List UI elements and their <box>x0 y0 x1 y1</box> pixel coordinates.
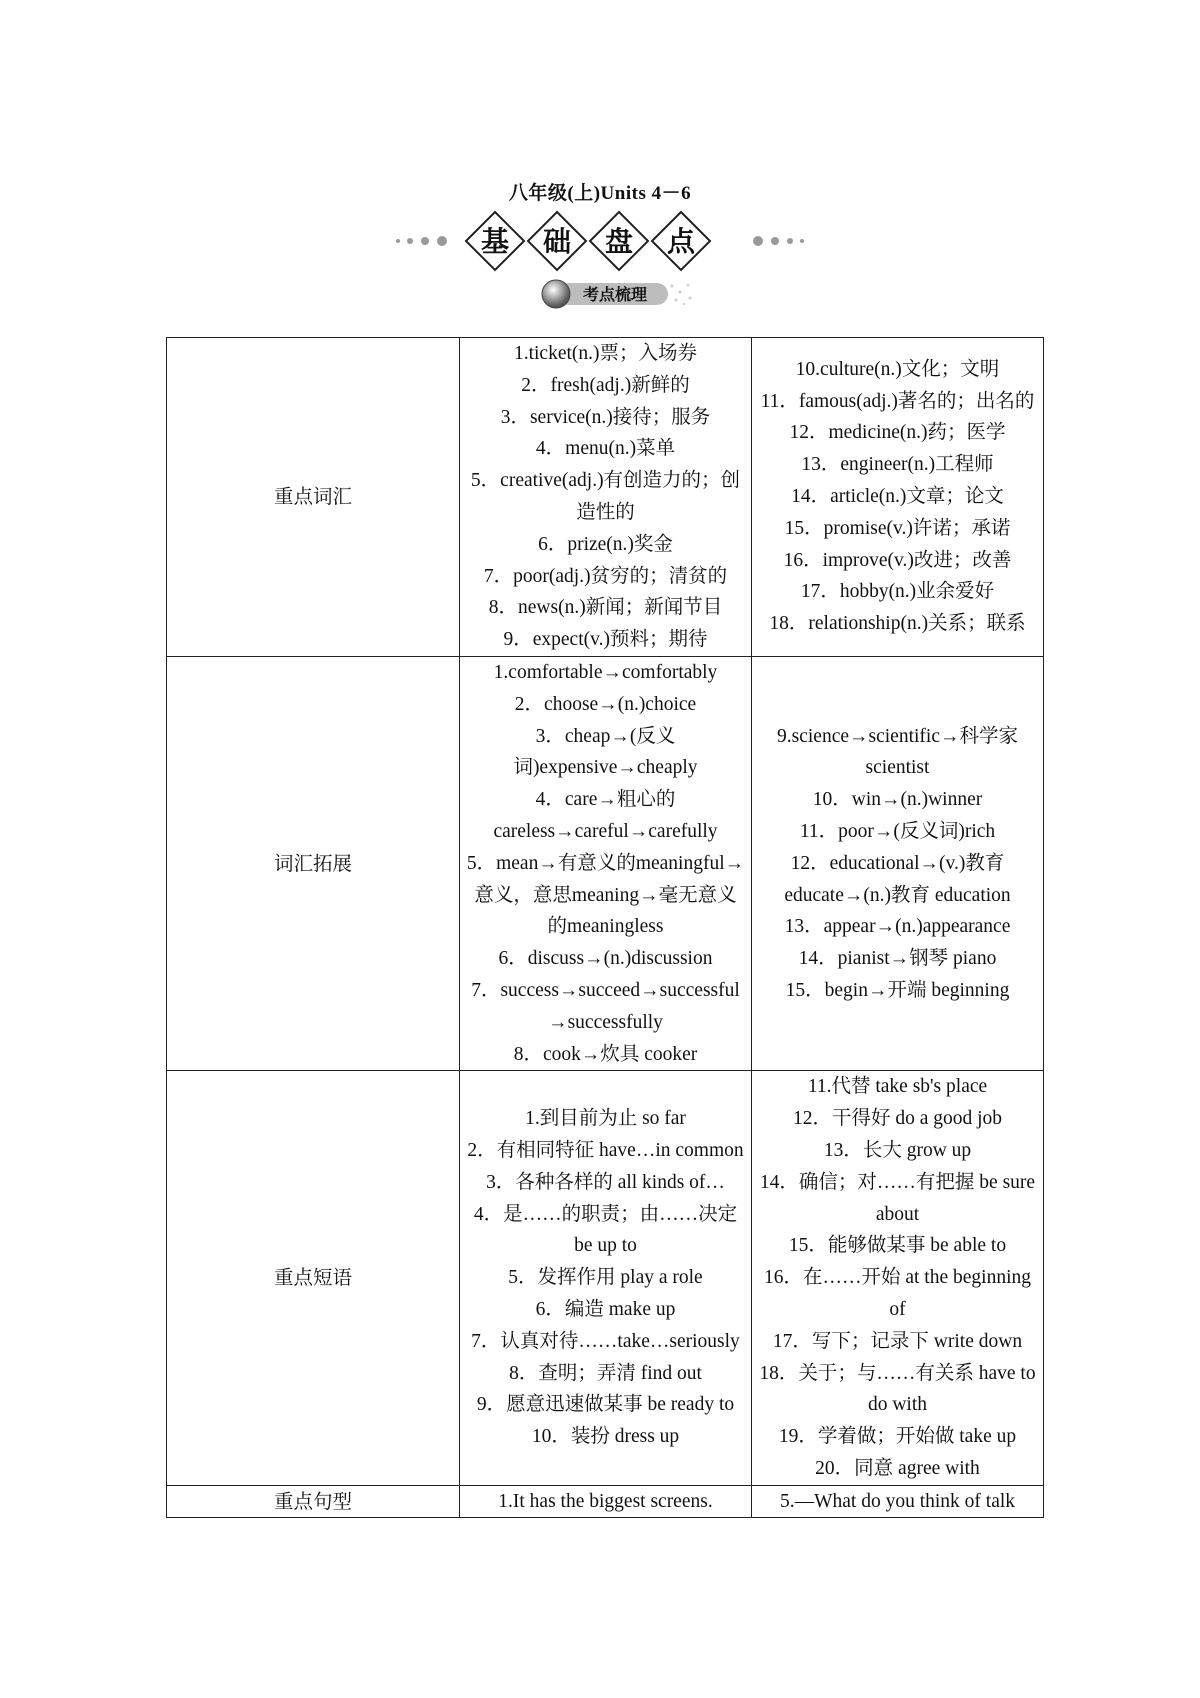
list-item: 11．famous(adj.)著名的；出名的 <box>760 390 1035 412</box>
list-item: 10.culture(n.)文化；文明 <box>795 358 1000 380</box>
list-item: 13．appear→(n.)appearance <box>784 916 1011 938</box>
section-banner <box>390 210 810 272</box>
list-item: 5．发挥作用 play a role <box>508 1267 703 1289</box>
list-item: 5．mean→有意义的meaningful→意义，意思meaning→毫无意义的meaningless <box>466 852 745 938</box>
table-row <box>167 1071 1044 1485</box>
list-item: 4．menu(n.)菜单 <box>535 438 676 460</box>
list-item: 8．查明；弄清 find out <box>509 1362 702 1384</box>
table-row <box>167 338 1044 657</box>
list-item: 7．poor(adj.)贫穷的；清贫的 <box>483 565 728 587</box>
row-label: 重点句型 <box>167 1485 460 1518</box>
cell-col2 <box>752 1071 1044 1485</box>
cell-col2 <box>752 338 1044 657</box>
cell-col1 <box>460 1071 752 1485</box>
list-item: 4．care→粗心的careless→careful→carefully <box>493 789 718 842</box>
page-header <box>0 178 1200 205</box>
list-item: 3．service(n.)接待；服务 <box>500 406 711 428</box>
list-item: 12．干得好 do a good job <box>792 1108 1003 1130</box>
list-item: 1.ticket(n.)票；入场券 <box>513 343 698 364</box>
list-item: 10．装扮 dress up <box>531 1426 680 1448</box>
list-item: 17．hobby(n.)业余爱好 <box>800 581 995 603</box>
table-row <box>167 656 1044 1070</box>
list-item: 7．success→succeed→successful→successfully <box>471 979 740 1033</box>
list-item: 15．begin→开端 beginning <box>785 979 1010 1001</box>
list-item: 2．fresh(adj.)新鲜的 <box>521 374 690 396</box>
list-item: 12．medicine(n.)药；医学 <box>789 422 1006 444</box>
list-item: 18．关于；与……有关系 have to do with <box>759 1362 1036 1416</box>
cell-col2 <box>752 1485 1044 1518</box>
section-tag <box>540 276 700 310</box>
list-item: 12．educational→(v.)教育educate→(n.)教育 education <box>784 852 1011 906</box>
list-item: 15．promise(v.)许诺；承诺 <box>784 517 1011 539</box>
list-item: 9.science→scientific→科学家scientist <box>777 725 1018 779</box>
list-item: 5.—What do you think of talk <box>779 1490 1016 1512</box>
list-item: 6．prize(n.)奖金 <box>538 533 673 555</box>
banner-char: 点 <box>666 225 696 258</box>
unit-title: 八年级(上)Units 4－6 <box>508 183 692 204</box>
row-label: 重点词汇 <box>167 338 460 657</box>
cell-col1 <box>460 338 752 657</box>
list-item: 13．engineer(n.)工程师 <box>801 454 994 476</box>
list-item: 1.It has the biggest screens. <box>498 1490 713 1512</box>
list-item: 14．article(n.)文章；论文 <box>791 486 1004 508</box>
list-item: 1.到目前为止 so far <box>525 1108 686 1130</box>
list-item: 14．pianist→钢琴 piano <box>798 948 997 970</box>
cell-col2 <box>752 656 1044 1070</box>
list-item: 6．discuss→(n.)discussion <box>498 948 713 970</box>
list-item: 11.代替 take sb's place <box>807 1076 988 1098</box>
section-tag-label: 考点梳理 <box>582 285 648 304</box>
list-item: 16．在……开始 at the beginning of <box>763 1267 1031 1320</box>
cell-col1 <box>460 656 752 1070</box>
list-item: 6．编造 make up <box>535 1298 676 1320</box>
list-item: 3．各种各样的 all kinds of… <box>486 1171 725 1193</box>
list-item: 1.comfortable→comfortably <box>493 661 718 683</box>
list-item: 2．有相同特征 have…in common <box>467 1139 744 1161</box>
list-item: 18．relationship(n.)关系；联系 <box>769 613 1026 635</box>
list-item: 14．确信；对……有把握 be sure about <box>759 1171 1036 1225</box>
knowledge-table <box>166 337 1044 1518</box>
list-item: 8．cook→炊具 cooker <box>513 1043 698 1065</box>
list-item: 8．news(n.)新闻；新闻节目 <box>488 597 723 619</box>
list-item: 7．认真对待……take…seriously <box>471 1330 740 1352</box>
banner-char: 础 <box>542 225 572 258</box>
list-item: 5．creative(adj.)有创造力的；创造性的 <box>470 470 741 523</box>
list-item: 17．写下；记录下 write down <box>772 1330 1023 1352</box>
row-label: 词汇拓展 <box>167 656 460 1070</box>
list-item: 13．长大 grow up <box>823 1139 972 1161</box>
list-item: 9．愿意迅速做某事 be ready to <box>476 1394 735 1416</box>
list-item: 2．choose→(n.)choice <box>514 693 697 715</box>
list-item: 16．improve(v.)改进；改善 <box>783 549 1012 571</box>
list-item: 9．expect(v.)预料；期待 <box>503 629 708 651</box>
list-item: 15．能够做某事 be able to <box>788 1235 1007 1257</box>
list-item: 4．是……的职责；由……决定 be up to <box>473 1203 738 1257</box>
list-item: 3．cheap→(反义词)expensive→cheaply <box>513 725 698 779</box>
list-item: 11．poor→(反义词)rich <box>799 820 996 842</box>
banner-char: 盘 <box>604 225 634 258</box>
table-row <box>167 1485 1044 1518</box>
list-item: 19．学着做；开始做 take up <box>778 1426 1017 1448</box>
list-item: 10．win→(n.)winner <box>812 789 983 811</box>
banner-char: 基 <box>480 225 510 258</box>
cell-col1 <box>460 1485 752 1518</box>
list-item: 20．同意 agree with <box>815 1457 980 1479</box>
row-label: 重点短语 <box>167 1071 460 1485</box>
